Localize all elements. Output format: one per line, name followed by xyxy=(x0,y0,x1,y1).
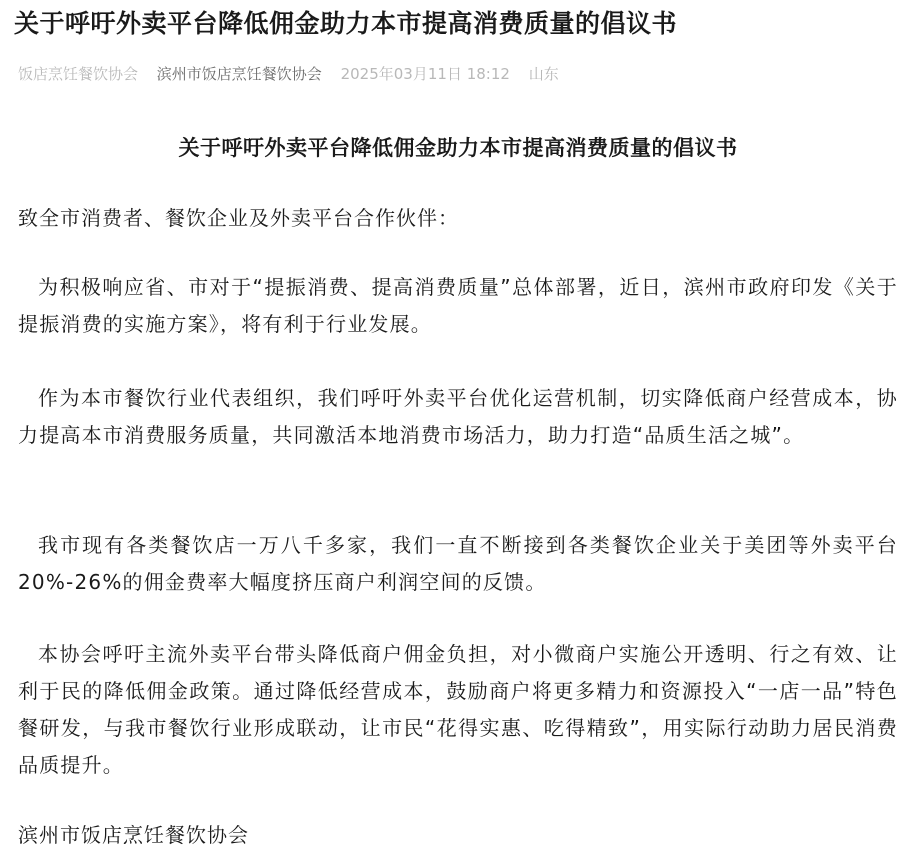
meta-source: 饭店烹饪餐饮协会 xyxy=(18,65,139,83)
paragraph-3: 我市现有各类餐饮店一万八千多家，我们一直不断接到各类餐饮企业关于美团等外卖平台20%-26%的佣金费率大幅度挤压商户利润空间的反馈。 xyxy=(18,533,898,594)
meta-location: 山东 xyxy=(528,65,559,83)
paragraph-2: 作为本市餐饮行业代表组织，我们呼吁外卖平台优化运营机制，切实降低商户经营成本，协力提高本市消费服务质量，共同激活本地消费市场活力，助力打造“品质生活之城”。 xyxy=(18,386,898,447)
article-meta xyxy=(18,62,898,86)
meta-date: 2025年03月11日 18:12 xyxy=(340,65,510,83)
document-signature: 滨州市饭店烹饪餐饮协会 xyxy=(18,823,249,847)
article-title: 关于呼吁外卖平台降低佣金助力本市提高消费质量的倡议书 xyxy=(14,9,678,38)
document-heading: 关于呼吁外卖平台降低佣金助力本市提高消费质量的倡议书 xyxy=(178,136,738,160)
paragraph-1: 为积极响应省、市对于“提振消费、提高消费质量”总体部署，近日，滨州市政府印发《关于提振消费的实施方案》，将有利于行业发展。 xyxy=(18,275,898,336)
meta-account-link[interactable]: 滨州市饭店烹饪餐饮协会 xyxy=(156,65,322,83)
paragraph-4: 本协会呼吁主流外卖平台带头降低商户佣金负担，对小微商户实施公开透明、行之有效、让利于民的降低佣金政策。通过降低经营成本，鼓励商户将更多精力和资源投入“一店一品”特色餐研发，与我市餐饮行业形成联动，让市民“花得实惠、吃得精致”，用实际行动助力居民消费品质提升。 xyxy=(18,642,898,777)
document-salutation: 致全市消费者、餐饮企业及外卖平台合作伙伴： xyxy=(18,206,459,230)
